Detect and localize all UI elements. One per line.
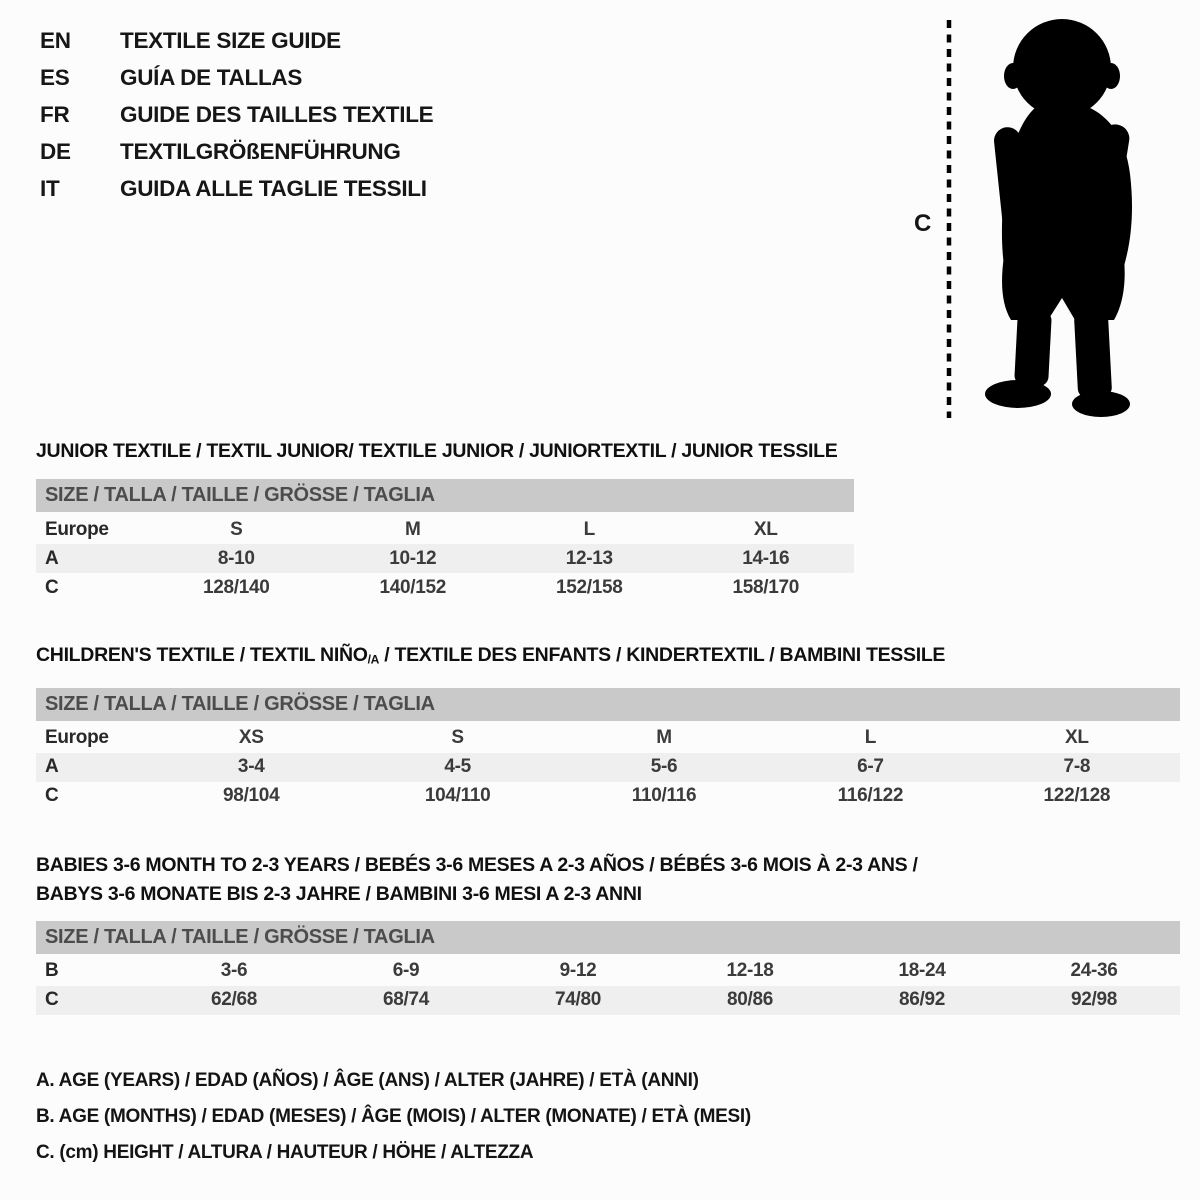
height-dashed-line <box>946 20 952 418</box>
row-label: C <box>45 989 59 1011</box>
language-code: FR <box>40 102 70 127</box>
language-code: ES <box>40 65 70 90</box>
size-cell: 14-16 <box>742 547 790 569</box>
size-cell: 80/86 <box>726 989 774 1011</box>
babies-size-table <box>36 957 1180 1015</box>
size-cell: 122/128 <box>1043 785 1111 807</box>
row-label: A <box>45 756 59 778</box>
height-measure-figure <box>914 14 1144 419</box>
table-row-c <box>36 986 1180 1015</box>
table-row-europe <box>36 515 854 544</box>
babies-section-title-line1: BABIES 3-6 MONTH TO 2-3 YEARS / BEBÉS 3-6 MESES A 2-3 AÑOS / BÉBÉS 3-6 MOIS À 2-3 ANS / <box>36 853 918 876</box>
guide-title-translation: GUIDA ALLE TAGLIE TESSILI <box>120 176 427 201</box>
size-cell: 24-36 <box>1070 960 1118 982</box>
size-cell: 7-8 <box>1063 756 1091 778</box>
junior-size-table <box>36 515 854 602</box>
language-row <box>40 133 433 170</box>
table-row-c <box>36 573 854 602</box>
children-section <box>36 642 1200 811</box>
junior-section-title: JUNIOR TEXTILE / TEXTIL JUNIOR/ TEXTILE JUNIOR / JUNIORTEXTIL / JUNIOR TESSILE <box>36 440 838 462</box>
language-code: DE <box>40 139 71 164</box>
size-cell: 18-24 <box>898 960 946 982</box>
babies-section <box>36 851 1200 1015</box>
row-label: A <box>45 547 59 569</box>
size-cell: 8-10 <box>217 547 255 569</box>
guide-title-translation: GUIDE DES TAILLES TEXTILE <box>120 102 434 127</box>
measurement-legend <box>36 1063 1200 1171</box>
legend-height-cm: C. (cm) HEIGHT / ALTURA / HAUTEUR / HÖHE / ALTEZZA <box>36 1141 534 1163</box>
children-size-table <box>36 724 1180 811</box>
legend-age-months: B. AGE (MONTHS) / EDAD (MESES) / ÂGE (MOIS) / ALTER (MONATE) / ETÀ (MESI) <box>36 1105 751 1127</box>
language-row <box>40 22 433 59</box>
size-cell: 86/92 <box>898 989 946 1011</box>
size-cell: 128/140 <box>202 576 270 598</box>
language-row <box>40 170 433 207</box>
size-cell: 12-13 <box>565 547 613 569</box>
size-cell: 68/74 <box>382 989 430 1011</box>
children-section-title: CHILDREN'S TEXTILE / TEXTIL $NIÑO_{/A}$ / TEXTILE DES ENFANTS / KINDERTEXTIL / BAMBINI TESSILE <box>36 644 946 667</box>
toddler-silhouette-icon <box>974 14 1144 419</box>
size-cell: L <box>583 518 595 540</box>
size-cell: M <box>656 727 672 749</box>
size-cell: XL <box>753 518 778 540</box>
size-cell: S <box>451 727 464 749</box>
junior-section <box>36 438 1200 602</box>
babies-section-title-line2: BABYS 3-6 MONATE BIS 2-3 JAHRE / BAMBINI 3-6 MESI A 2-3 ANNI <box>36 882 642 905</box>
table-row-a <box>36 544 854 573</box>
size-cell: 152/158 <box>555 576 623 598</box>
guide-title-translation: TEXTILGRÖßENFÜHRUNG <box>120 139 401 164</box>
size-header-bar: SIZE / TALLA / TAILLE / GRÖSSE / TAGLIA <box>36 479 854 512</box>
table-row-a <box>36 753 1180 782</box>
size-cell: 9-12 <box>559 960 597 982</box>
row-label: C <box>45 785 59 807</box>
size-cell: XL <box>1064 727 1089 749</box>
size-cell: 10-12 <box>389 547 437 569</box>
size-cell: 110/116 <box>631 785 697 807</box>
table-row-europe <box>36 724 1180 753</box>
size-cell: 6-7 <box>857 756 884 778</box>
legend-age-years: A. AGE (YEARS) / EDAD (AÑOS) / ÂGE (ANS) / ALTER (JAHRE) / ETÀ (ANNI) <box>36 1069 699 1091</box>
size-cell: 92/98 <box>1070 989 1118 1011</box>
guide-title-translation: GUÍA DE TALLAS <box>120 65 303 90</box>
size-cell: 3-4 <box>237 756 265 778</box>
size-cell: 158/170 <box>732 576 800 598</box>
language-row <box>40 96 433 133</box>
language-row <box>40 59 433 96</box>
size-cell: M <box>404 518 421 540</box>
size-cell: XS <box>238 727 264 749</box>
table-row-b <box>36 957 1180 986</box>
language-code: IT <box>40 176 60 201</box>
row-label: Europe <box>45 518 109 540</box>
language-guide-list <box>40 22 433 207</box>
size-cell: 104/110 <box>424 785 491 807</box>
size-cell: 4-5 <box>444 756 471 778</box>
size-cell: 140/152 <box>379 576 447 598</box>
size-cell: 98/104 <box>223 785 280 807</box>
row-label: C <box>45 576 59 598</box>
size-cell: 5-6 <box>650 756 678 778</box>
table-row-c <box>36 782 1180 811</box>
height-measure-label: C <box>913 210 931 237</box>
size-header-bar: SIZE / TALLA / TAILLE / GRÖSSE / TAGLIA <box>36 921 1180 954</box>
size-cell: L <box>864 727 877 749</box>
babies-section-title <box>36 851 1200 909</box>
size-cell: 3-6 <box>220 960 248 982</box>
size-header-bar: SIZE / TALLA / TAILLE / GRÖSSE / TAGLIA <box>36 688 1180 721</box>
row-label: Europe <box>45 727 109 749</box>
size-cell: S <box>230 518 243 540</box>
row-label: B <box>45 960 59 982</box>
language-code: EN <box>40 28 71 53</box>
size-cell: 116/122 <box>837 785 904 807</box>
size-cell: 74/80 <box>554 989 602 1011</box>
guide-title-translation: TEXTILE SIZE GUIDE <box>120 28 341 53</box>
size-cell: 62/68 <box>210 989 258 1011</box>
header <box>0 0 1200 438</box>
size-cell: 12-18 <box>726 960 774 982</box>
size-cell: 6-9 <box>392 960 420 982</box>
